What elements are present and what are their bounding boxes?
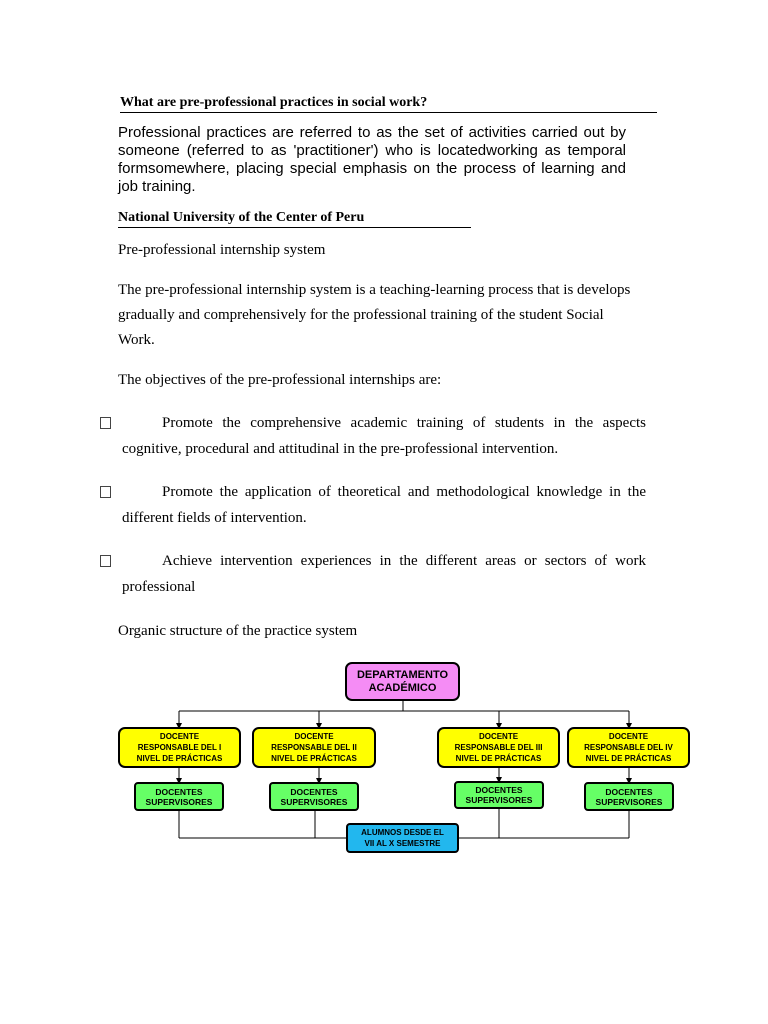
system-description: The pre-professional internship system is a teaching-learning process that is develops gradually and comprehensively for the professional training of the student Social Work.: [118, 282, 631, 348]
org-box-supervisores-1: DOCENTES SUPERVISORES: [134, 782, 224, 811]
org-box-supervisores-3: DOCENTES SUPERVISORES: [454, 781, 544, 809]
org-box-students: ALUMNOS DESDE EL VII AL X SEMESTRE: [346, 823, 459, 853]
bullet-text: Promote the comprehensive academic training of students in the aspects cognitive, procedural and attitudinal in the pre-professional intervention.: [122, 415, 646, 457]
intro-paragraph: Professional practices are referred to as the set of activities carried out by someone (referred to as 'practitioner') who is locatedworking as temporal formsomewhere, placing special emphasis on the process of learning and job training.: [118, 124, 626, 195]
bullet-text: Achieve intervention experiences in the different areas or sectors of work professional: [122, 553, 646, 595]
org-box-docente-1: DOCENTE RESPONSABLE DEL I NIVEL DE PRÁCTICAS: [118, 727, 241, 768]
bullet-text: Promote the application of theoretical and methodological knowledge in the different fields of intervention.: [122, 484, 646, 526]
org-chart-title: Organic structure of the practice system: [118, 623, 358, 639]
org-box-department: DEPARTAMENTO ACADÉMICO: [345, 662, 460, 701]
org-box-docente-2: DOCENTE RESPONSABLE DEL II NIVEL DE PRÁCTICAS: [252, 727, 376, 768]
page-heading: What are pre-professional practices in social work?: [120, 95, 657, 113]
objectives-intro: The objectives of the pre-professional internships are:: [118, 372, 442, 388]
org-box-docente-4: DOCENTE RESPONSABLE DEL IV NIVEL DE PRÁCTICAS: [567, 727, 690, 768]
org-box-supervisores-2: DOCENTES SUPERVISORES: [269, 782, 359, 811]
org-box-docente-3: DOCENTE RESPONSABLE DEL III NIVEL DE PRÁCTICAS: [437, 727, 560, 768]
university-heading: National University of the Center of Peru: [118, 210, 471, 228]
org-box-supervisores-4: DOCENTES SUPERVISORES: [584, 782, 674, 811]
system-title: Pre-professional internship system: [118, 242, 326, 258]
